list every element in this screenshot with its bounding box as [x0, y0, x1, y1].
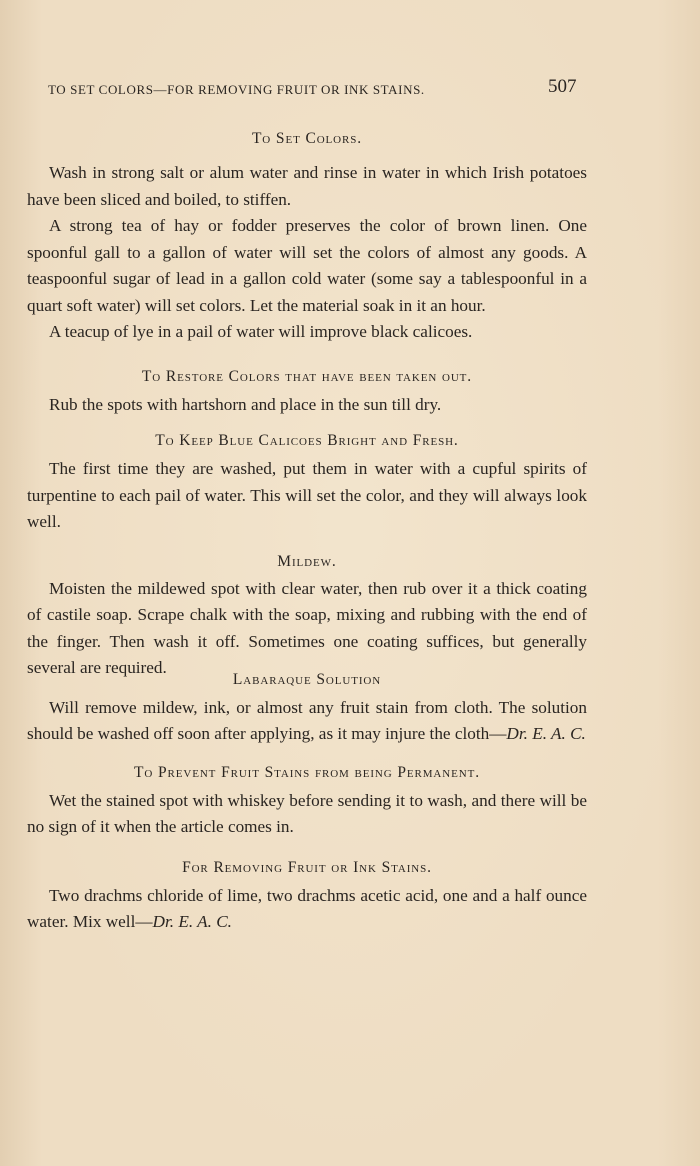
page-content	[27, 126, 587, 936]
section-title-labaraque-solution: Labaraque Solution	[232, 670, 382, 688]
paragraph-removing-stains	[27, 883, 587, 936]
section-title-set-colors: To Set Colors.	[251, 130, 363, 147]
section-title-keep-blue-calicoes: To Keep Blue Calicoes Bright and Fresh.	[155, 432, 459, 449]
running-head: TO SET COLORS—FOR REMOVING FRUIT OR INK STAINS.	[48, 82, 425, 97]
paragraph-keep-blue-calicoes: The first time they are washed, put them in water with a cupful spirits of turpentine to each pail of water. This will set the color, and they will always look well.	[27, 459, 587, 531]
paragraph-set-colors-2: A strong tea of hay or fodder preserves the color of brown linen. One spoonful gall to a gallon of water will set the colors of almost any goods. A teaspoonful sugar of lead in a gallon cold water (some say a tablespoonful in a quart soft water) will set colors. Let the material soak in it an hour.	[27, 216, 587, 315]
removing-stains-byline: Dr. E. A. C.	[152, 912, 232, 931]
section-title-mildew: Mildew.	[277, 552, 337, 570]
section-title-restore-colors: To Restore Colors that have been taken out.	[141, 367, 473, 385]
labaraque-byline: Dr. E. A. C.	[506, 724, 586, 743]
paragraph-set-colors-3: A teacup of lye in a pail of water will improve black calicoes.	[49, 322, 473, 341]
paragraph-restore-colors: Rub the spots with hartshorn and place in the sun till dry.	[49, 394, 442, 414]
removing-stains-text: Two drachms chloride of lime, two drachms acetic acid, one and a half ounce water. Mix well—	[27, 885, 587, 931]
paragraph-set-colors-1: Wash in strong salt or alum water and rinse in water in which Irish potatoes have been sliced and boiled, to stiffen.	[27, 163, 587, 209]
section-title-prevent-fruit-stains: To Prevent Fruit Stains from being Permanent.	[134, 763, 480, 781]
labaraque-text: Will remove mildew, ink, or almost any fruit stain from cloth. The solution should be washed off soon after applying, as it may injure the cloth—	[27, 697, 587, 743]
paragraph-prevent-fruit-stains: Wet the stained spot with whiskey before sending it to wash, and there will be no sign of it when the article comes in.	[27, 790, 587, 836]
paragraph-mildew: Moisten the mildewed spot with clear water, then rub over it a thick coating of castile soap. Scrape chalk with the soap, mixing and rubbing with the end of the finger. Then wash it off. Sometimes one coating suffices, but generally several are required.	[27, 578, 587, 677]
page-number: 507	[548, 76, 577, 97]
section-title-removing-stains: For Removing Fruit or Ink Stains.	[182, 858, 432, 876]
paragraph-labaraque-solution	[27, 695, 587, 748]
